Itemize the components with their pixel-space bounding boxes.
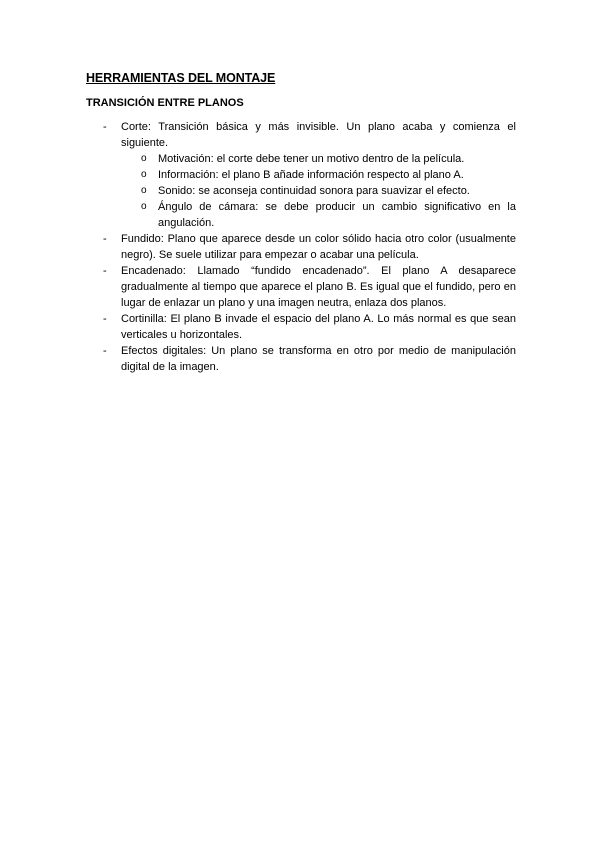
dash-bullet: - (103, 345, 107, 357)
dash-bullet: - (103, 265, 107, 277)
dash-bullet: - (103, 313, 107, 325)
sublist-item-angulo (121, 199, 516, 231)
circle-bullet: o (141, 169, 147, 180)
circle-bullet: o (141, 153, 147, 164)
document-content (86, 70, 516, 375)
list-item-cortinilla (86, 311, 516, 343)
transition-list (86, 119, 516, 375)
list-item-text: Corte: Transición básica y más invisible. Un plano acaba y comienza el siguiente. (121, 121, 516, 149)
list-item-text: Cortinilla: El plano B invade el espacio del plano A. Lo más normal es que sean verticales u horizontales. (121, 313, 516, 341)
sublist-item-text: Ángulo de cámara: se debe producir un cambio significativo en la angulación. (158, 201, 516, 229)
list-item-fundido (86, 231, 516, 263)
corte-sublist (121, 151, 516, 231)
dash-bullet: - (103, 233, 107, 245)
circle-bullet: o (141, 201, 147, 212)
list-item-encadenado (86, 263, 516, 311)
list-item-text: Encadenado: Llamado “fundido encadenado”. El plano A desaparece gradualmente al tiempo que aparece el plano B. Es igual que el fundido, pero en lugar de enlazar un plano y una imagen neutra, enlaza dos planos. (121, 265, 516, 309)
dash-bullet: - (103, 121, 107, 133)
document-title: HERRAMIENTAS DEL MONTAJE (86, 71, 276, 85)
sublist-item-text: Sonido: se aconseja continuidad sonora para suavizar el efecto. (158, 185, 470, 197)
list-item-efectos-digitales (86, 343, 516, 375)
list-item-corte (86, 119, 516, 231)
sublist-item-text: Motivación: el corte debe tener un motivo dentro de la película. (158, 153, 465, 165)
sublist-item-motivacion (121, 151, 516, 167)
sublist-item-informacion (121, 167, 516, 183)
sublist-item-sonido (121, 183, 516, 199)
list-item-text: Fundido: Plano que aparece desde un color sólido hacia otro color (usualmente negro). Se suele utilizar para empezar o acabar una película. (121, 233, 516, 261)
list-item-text: Efectos digitales: Un plano se transforma en otro por medio de manipulación digital de la imagen. (121, 345, 516, 373)
circle-bullet: o (141, 185, 147, 196)
sublist-item-text: Información: el plano B añade información respecto al plano A. (158, 169, 464, 181)
section-title: TRANSICIÓN ENTRE PLANOS (86, 97, 244, 109)
